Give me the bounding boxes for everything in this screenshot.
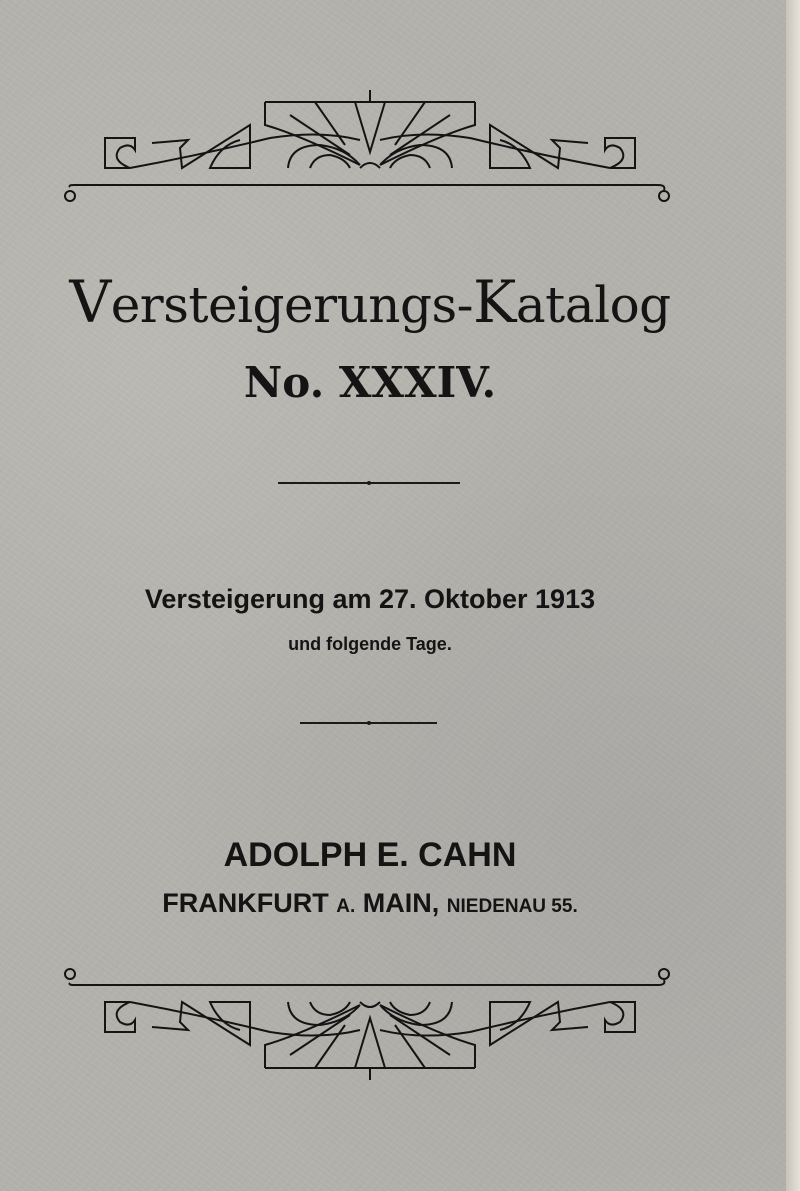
divider-dot <box>367 481 371 485</box>
top-ornament <box>60 90 680 210</box>
title-part: ersteigerungs- <box>110 276 474 334</box>
street: NIEDENAU 55. <box>446 896 578 917</box>
divider-dot-2 <box>367 721 371 725</box>
city-a: A. <box>336 896 356 917</box>
title-initial: V <box>69 268 111 336</box>
following-days: und folgende Tage. <box>288 634 452 654</box>
city-main: MAIN, <box>362 888 440 918</box>
title-part-end: atalog <box>515 276 671 334</box>
firm-name: ADOLPH E. CAHN <box>223 836 517 874</box>
title-initial-k: K <box>473 268 516 336</box>
bottom-ornament <box>60 960 680 1080</box>
catalog-number: No. XXXIV. <box>243 358 497 407</box>
catalog-title <box>0 268 740 336</box>
city: FRANKFURT <box>162 888 329 918</box>
firm-address <box>0 888 740 919</box>
auction-date: Versteigerung am 27. Oktober 1913 <box>144 584 596 614</box>
page-edge <box>786 0 800 1191</box>
